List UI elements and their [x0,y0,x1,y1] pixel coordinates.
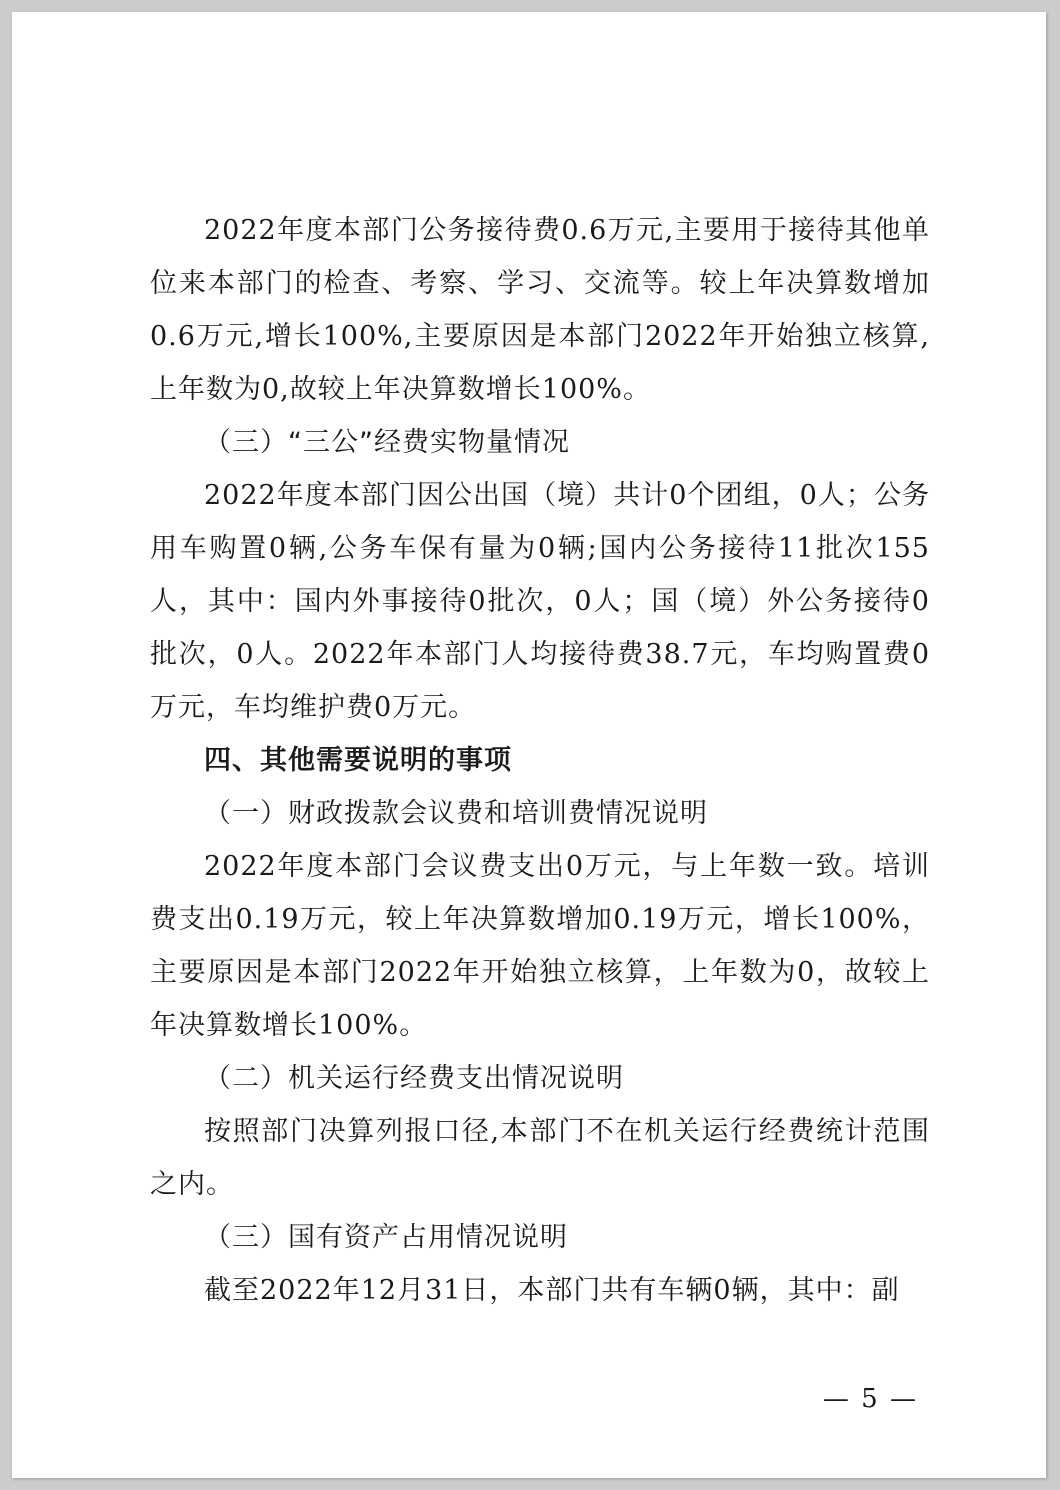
subheading-meeting-training: （一）财政拨款会议费和培训费情况说明 [204,798,708,829]
paragraph-reception-fee: 2022年度本部门公务接待费0.6万元,主要用于接待其他单位来本部门的检查、考察、学习、交流等。较上年决算数增加0.6万元,增长100%,主要原因是本部门2022年开始独立核算,上年数为0,故较上年决算数增长100%。 [150,215,930,405]
page-number: — 5 — [822,1384,918,1414]
subheading-operating-expense: （二）机关运行经费支出情况说明 [204,1063,624,1094]
section-heading-other-matters: 四、其他需要说明的事项 [204,745,512,776]
document-page [12,12,1046,1478]
paragraph-physical-quantity: 2022年度本部门因公出国（境）共计0个团组，0人；公务用车购置0辆,公务车保有量为0辆;国内公务接待11批次155人，其中：国内外事接待0批次，0人；国（境）外公务接待0批次，0人。2022年本部门人均接待费38.7元，车均购置费0万元，车均维护费0万元。 [150,480,930,723]
document-body [150,204,930,1317]
subheading-physical-quantity: （三）“三公”经费实物量情况 [204,427,570,458]
paragraph-operating-expense: 按照部门决算列报口径,本部门不在机关运行经费统计范围之内。 [150,1116,930,1200]
paragraph-state-assets: 截至2022年12月31日，本部门共有车辆0辆，其中：副 [204,1275,900,1306]
paragraph-meeting-training: 2022年度本部门会议费支出0万元，与上年数一致。培训费支出0.19万元，较上年决算数增加0.19万元，增长100%，主要原因是本部门2022年开始独立核算，上年数为0，故较上年决算数增长100%。 [150,851,930,1041]
subheading-state-assets: （三）国有资产占用情况说明 [204,1222,568,1253]
